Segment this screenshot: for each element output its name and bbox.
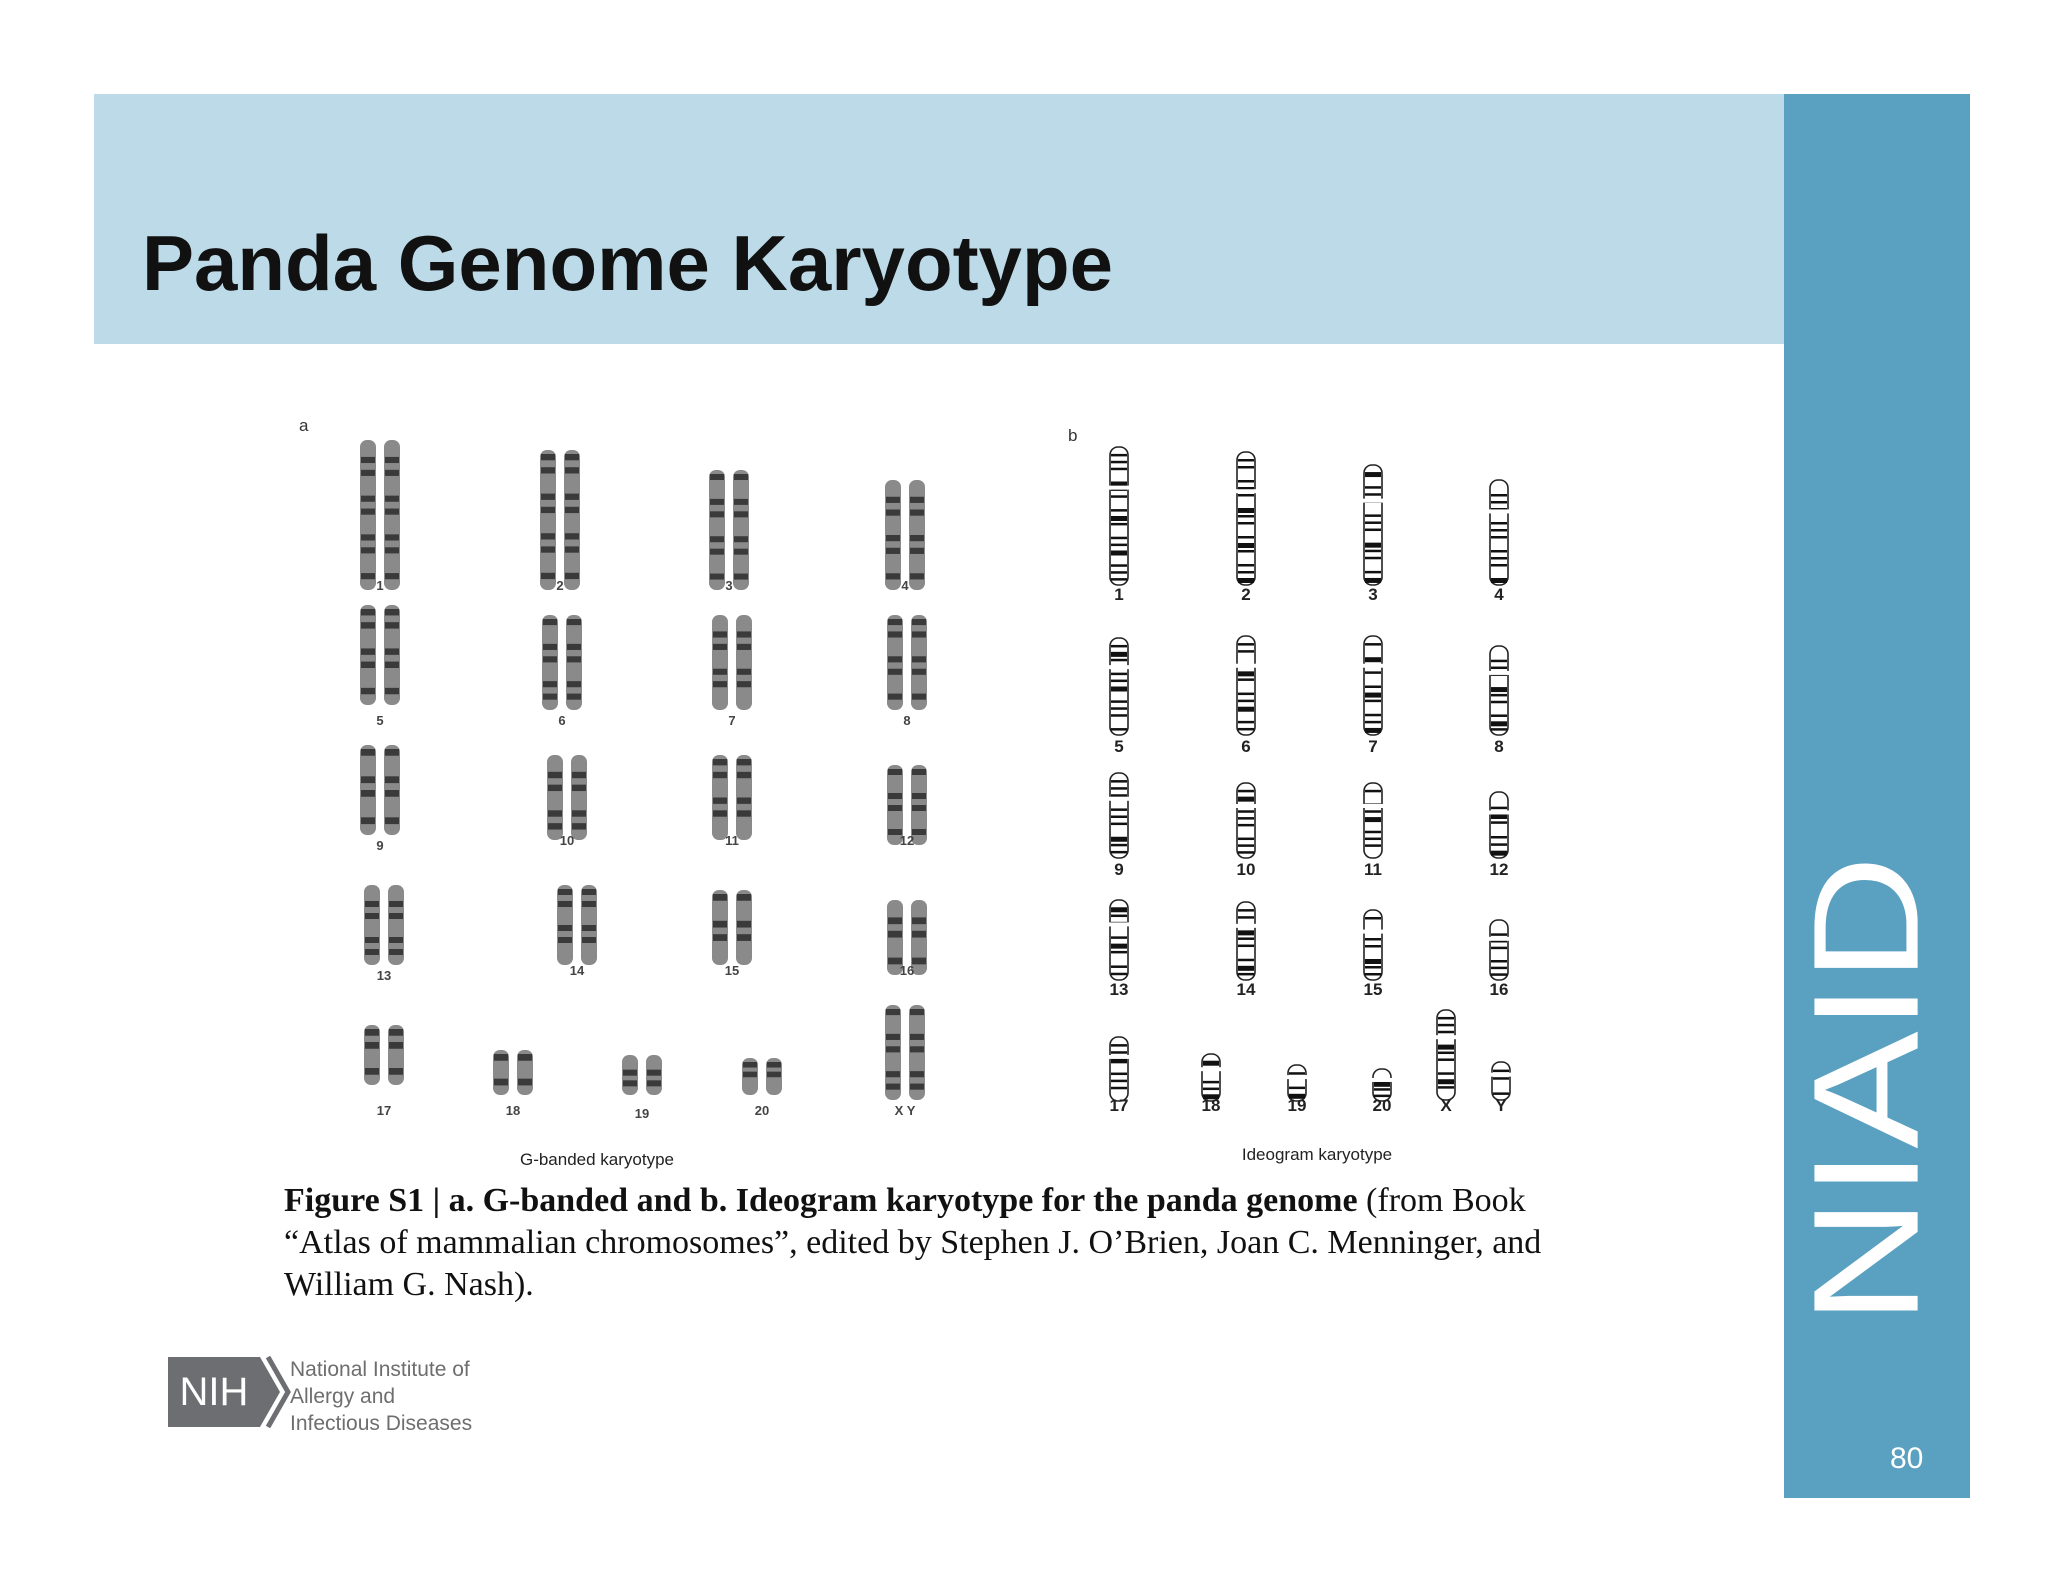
- ideogram-chromosome-label: 8: [1494, 737, 1504, 756]
- ideogram-chromosome-label: 12: [1489, 860, 1509, 879]
- gbanded-chromosome-label: 16: [899, 963, 915, 978]
- ideogram-chromosome-label: 20: [1372, 1096, 1392, 1115]
- gbanded-chromosome-label: 6: [558, 713, 566, 728]
- gbanded-chromosome-label: 7: [728, 713, 736, 728]
- ideogram-chromosome-label: 16: [1489, 980, 1509, 999]
- ideogram-chromosome-label: 13: [1109, 980, 1129, 999]
- gbanded-chromosome-label: 3: [725, 578, 733, 593]
- gbanded-chromosome-label: 10: [559, 833, 575, 848]
- gbanded-chromosome-label: 5: [376, 713, 384, 728]
- ideogram-chromosome: [1491, 1062, 1511, 1100]
- institute-line-3: Infectious Diseases: [290, 1412, 473, 1435]
- ideogram-chromosome: [1236, 902, 1256, 980]
- gbanded-chromosome-pair: [557, 885, 597, 965]
- nih-logo-text: NIH: [179, 1370, 249, 1414]
- gbanded-chromosome-pair: [364, 1025, 404, 1085]
- gbanded-chromosome-label: 12: [899, 833, 915, 848]
- gbanded-chromosome-pair: [540, 450, 580, 590]
- gbanded-chromosome-label: 19: [634, 1106, 650, 1121]
- gbanded-chromosome-label: 14: [569, 963, 585, 978]
- gbanded-chromosome-pair: [360, 440, 400, 590]
- gbanded-chromosome-label: 1: [376, 578, 384, 593]
- ideogram-chromosome-label: 3: [1368, 585, 1378, 604]
- gbanded-chromosome-pair: [885, 1005, 925, 1100]
- ideogram-chromosome-label: 2: [1241, 585, 1251, 604]
- ideogram-chromosome: [1236, 636, 1256, 735]
- gbanded-chromosome-pair: [742, 1058, 782, 1095]
- ideogram-chromosome: [1236, 452, 1256, 585]
- gbanded-chromosome-pair: [364, 885, 404, 965]
- ideogram-chromosome: [1201, 1054, 1221, 1101]
- gbanded-chromosome-pair: [709, 470, 749, 590]
- gbanded-chromosome-pair: [547, 755, 587, 840]
- ideogram-chromosome: [1109, 1037, 1129, 1101]
- gbanded-chromosome-pair: [493, 1050, 533, 1095]
- gbanded-chromosome-label: 15: [724, 963, 740, 978]
- ideogram-chromosome: [1109, 900, 1129, 980]
- gbanded-chromosome-pair: [712, 615, 752, 710]
- ideogram-chromosome-label: 10: [1236, 860, 1256, 879]
- ideogram-chromosome-label: X: [1440, 1096, 1452, 1115]
- ideogram-chromosome: [1363, 636, 1383, 735]
- panel-b-subtitle: Ideogram karyotype: [1241, 1145, 1393, 1164]
- ideogram-chromosome: [1109, 447, 1129, 585]
- panel-b-letter: b: [1068, 426, 1078, 445]
- ideogram-chromosome: [1363, 783, 1383, 858]
- ideogram-chromosome-label: 9: [1114, 860, 1124, 879]
- caption-rest: (from Book “Atlas of mammalian chromosomes”, edited by Stephen J. O’Brien, Joan C. Menninger, and William G. Nash).: [284, 1182, 1542, 1303]
- page-number: 80: [1890, 1442, 1924, 1475]
- gbanded-chromosome-label: 9: [376, 838, 384, 853]
- ideogram-chromosome-label: 14: [1236, 980, 1256, 999]
- gbanded-chromosome-pair: [712, 755, 752, 840]
- ideogram-chromosome-label: 7: [1368, 737, 1378, 756]
- slide-title: Panda Genome Karyotype: [142, 219, 1113, 307]
- panel-a-gbanded: [360, 440, 927, 1121]
- caption-bold: Figure S1 | a. G-banded and b. Ideogram karyotype for the panda genome: [284, 1182, 1358, 1219]
- ideogram-chromosome-label: 18: [1201, 1096, 1221, 1115]
- gbanded-chromosome-label: 13: [376, 968, 392, 983]
- gbanded-chromosome-label: 4: [901, 578, 909, 593]
- panel-b-ideogram: [1109, 447, 1511, 1115]
- panel-a-letter: a: [299, 416, 309, 435]
- gbanded-chromosome-label: 8: [903, 713, 911, 728]
- gbanded-chromosome-label: 20: [754, 1103, 770, 1118]
- gbanded-chromosome-pair: [885, 480, 925, 590]
- ideogram-chromosome-label: 15: [1363, 980, 1383, 999]
- gbanded-chromosome-pair: [542, 615, 582, 710]
- ideogram-chromosome: [1489, 646, 1509, 735]
- ideogram-chromosome: [1436, 1010, 1456, 1100]
- ideogram-chromosome: [1363, 465, 1383, 585]
- institute-line-1: National Institute of: [290, 1358, 470, 1381]
- ideogram-chromosome-label: 6: [1241, 737, 1251, 756]
- ideogram-chromosome: [1109, 773, 1129, 858]
- ideogram-chromosome: [1109, 638, 1129, 735]
- gbanded-chromosome-label: 11: [725, 833, 739, 848]
- institute-line-2: Allergy and: [290, 1385, 396, 1408]
- gbanded-chromosome-pair: [712, 890, 752, 965]
- ideogram-chromosome: [1489, 792, 1509, 858]
- niaid-wordmark: NIAID: [1781, 924, 1950, 1325]
- gbanded-chromosome-pair: [887, 615, 927, 710]
- ideogram-chromosome: [1489, 920, 1509, 980]
- ideogram-chromosome-label: Y: [1495, 1096, 1507, 1115]
- ideogram-chromosome: [1363, 910, 1383, 980]
- gbanded-chromosome-pair: [622, 1055, 662, 1095]
- institute-name: [290, 1356, 472, 1437]
- ideogram-chromosome-label: 11: [1364, 860, 1382, 879]
- ideogram-chromosome: [1489, 480, 1509, 585]
- gbanded-chromosome-label: X Y: [894, 1103, 916, 1118]
- ideogram-chromosome-label: 17: [1109, 1096, 1129, 1115]
- figure-caption: [284, 1180, 1564, 1306]
- ideogram-chromosome-label: 5: [1114, 737, 1124, 756]
- gbanded-chromosome-label: 18: [505, 1103, 521, 1118]
- ideogram-chromosome-label: 1: [1114, 585, 1124, 604]
- ideogram-chromosome: [1236, 783, 1256, 858]
- panel-a-subtitle: G-banded karyotype: [519, 1150, 675, 1169]
- ideogram-chromosome-label: 4: [1494, 585, 1504, 604]
- ideogram-chromosome-label: 19: [1287, 1096, 1307, 1115]
- gbanded-chromosome-pair: [360, 745, 400, 835]
- gbanded-chromosome-label: 2: [556, 578, 564, 593]
- nih-logo-icon: [168, 1355, 288, 1429]
- gbanded-chromosome-label: 17: [376, 1103, 392, 1118]
- gbanded-chromosome-pair: [360, 605, 400, 705]
